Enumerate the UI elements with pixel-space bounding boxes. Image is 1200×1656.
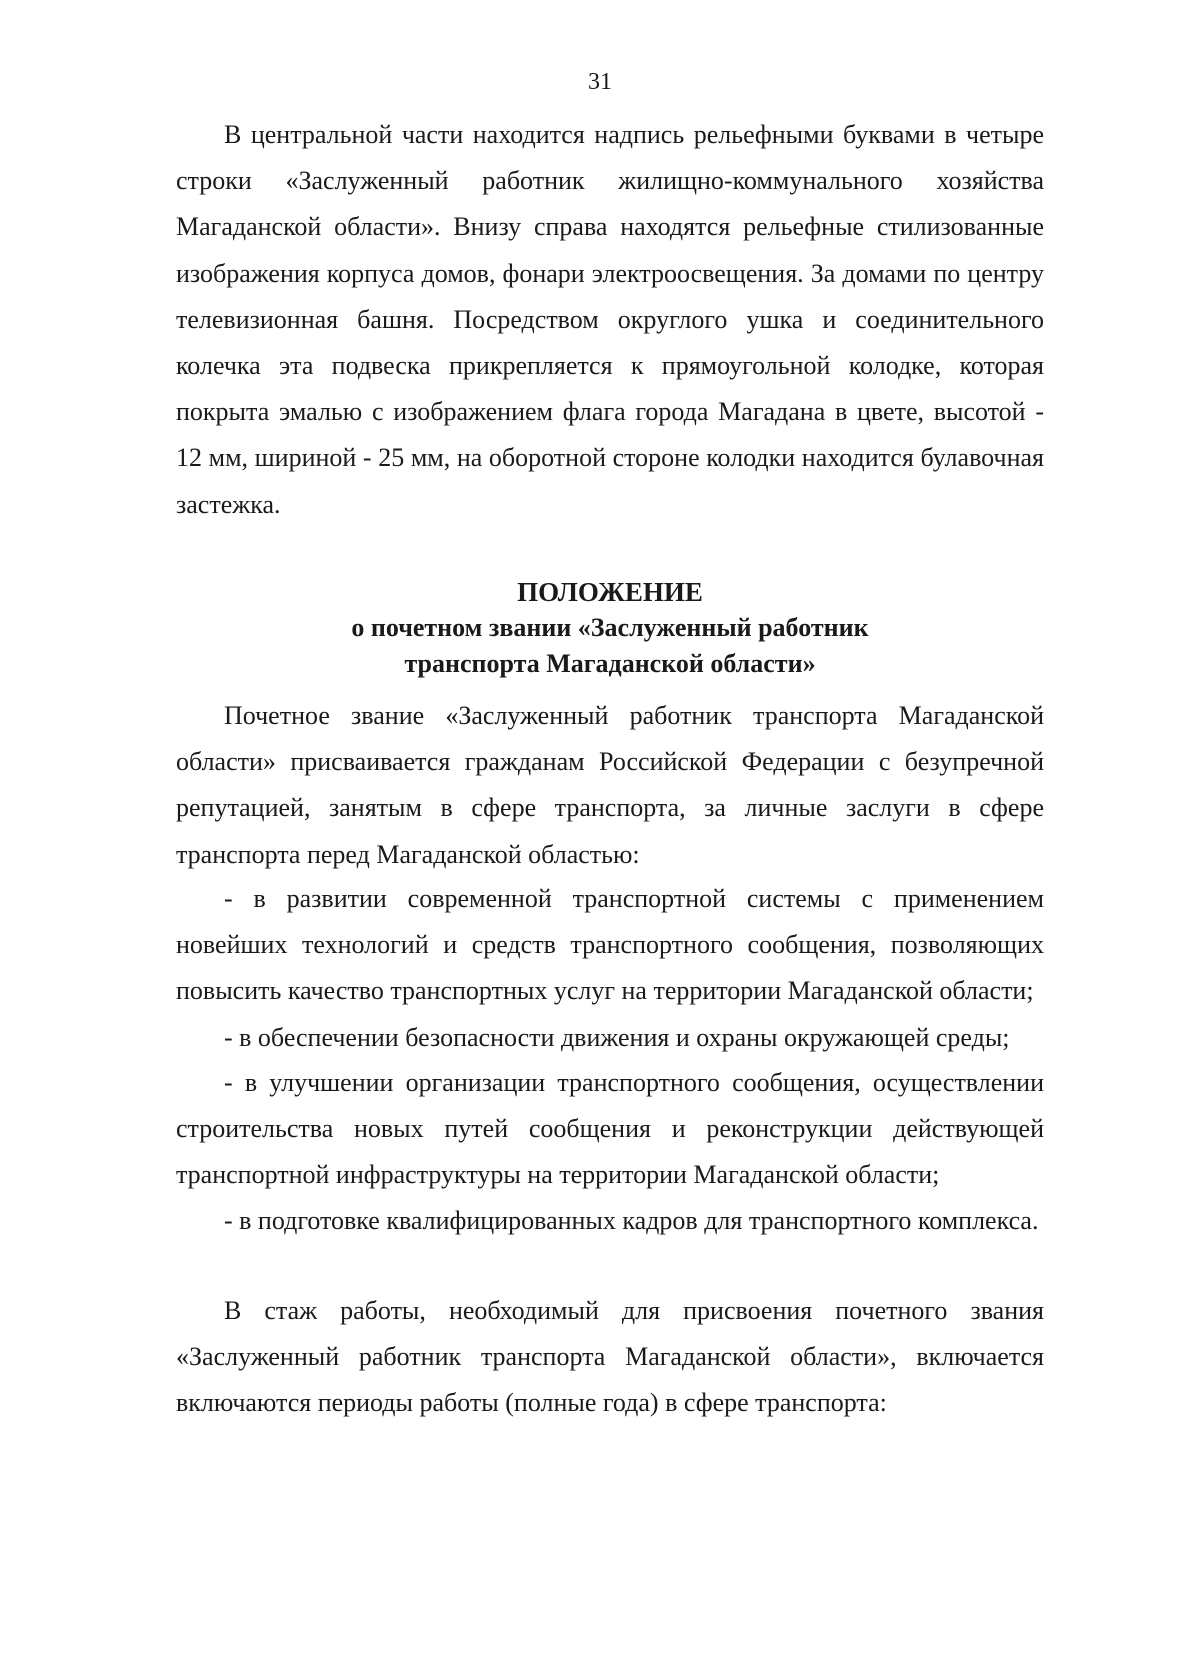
heading-subtitle-line-2: транспорта Магаданской области» (404, 649, 816, 678)
heading-subtitle-line-1: о почетном звании «Заслуженный работник (351, 613, 869, 642)
body-paragraph-2: В стаж работы, необходимый для присвоения почетного звания «Заслуженный работник транспорта Магаданской области», включается включаются периоды работы (полные года) в сфере транспорта: (176, 1296, 1044, 1418)
intro-paragraph: В центральной части находится надпись рельефными буквами в четыре строки «Заслуженный работник жилищно-коммунального хозяйства Магаданской области». Внизу справа находятся рельефные стилизованные изображения корпуса домов, фонари электроосвещения. За домами по центру телевизионная башня. Посредством округлого ушка и соединительного колечка эта подвеска прикрепляется к прямоугольной колодке, которая покрыта эмалью с изображением флага города Магадана в цвете, высотой - 12 мм, шириной - 25 мм, на оборотной стороне колодки находится булавочная застежка. (176, 120, 1044, 519)
list-item-1: - в развитии современной транспортной системы с применением новейших технологий и средств транспортного сообщения, позволяющих повысить качество транспортных услуг на территории Магаданской области; (176, 884, 1044, 1006)
body-paragraph-1: Почетное звание «Заслуженный работник транспорта Магаданской области» присваивается гражданам Российской Федерации с безупречной репутацией, занятым в сфере транспорта, за личные заслуги в сфере транспорта перед Магаданской областью: (176, 701, 1044, 869)
heading-title: ПОЛОЖЕНИЕ (517, 577, 703, 607)
section-heading (176, 574, 1044, 682)
list-item-4: - в подготовке квалифицированных кадров для транспортного комплекса. (224, 1206, 1039, 1235)
list-item-3: - в улучшении организации транспортного сообщения, осуществлении строительства новых путей сообщения и реконструкции действующей транспортной инфраструктуры на территории Магаданской области; (176, 1068, 1044, 1190)
list-item-2: - в обеспечении безопасности движения и охраны окружающей среды; (224, 1023, 1010, 1052)
page-number: 31 (588, 69, 612, 95)
